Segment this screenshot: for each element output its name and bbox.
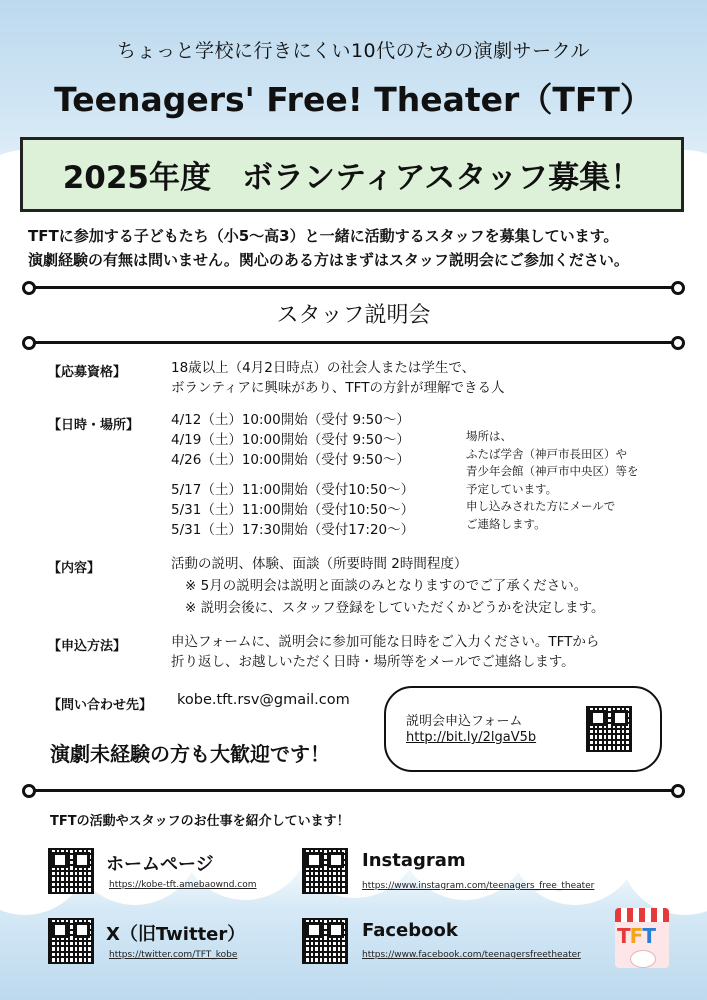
place-note-line: 場所は、 [466, 429, 512, 443]
place-note [466, 428, 639, 533]
tft-logo [615, 908, 669, 968]
intro-text [28, 224, 688, 272]
x-twitter-qr-code[interactable] [48, 918, 94, 964]
header-subtitle: ちょっと学校に行きにくい10代のための演劇サークル [116, 40, 591, 62]
homepage-name: ホームページ [106, 854, 214, 875]
form-box [384, 686, 662, 772]
welcome-message: 演劇未経験の方も大歓迎です！ [50, 742, 330, 766]
divider-2 [28, 341, 679, 344]
content-line-1: 活動の説明、体験、面談（所要時間 2時間程度） [171, 556, 468, 572]
divider-1 [28, 286, 679, 289]
instagram-qr-code[interactable] [302, 848, 348, 894]
schedule-date: 5/31（土）11:00開始（受付10:50〜） [171, 502, 415, 518]
logo-text: TFT [617, 924, 655, 948]
instagram-name: Instagram [362, 850, 466, 871]
content-label: 【内容】 [48, 561, 101, 576]
form-url-link[interactable]: http://bit.ly/2lgaV5b [406, 730, 537, 745]
facebook-url-link[interactable]: https://www.facebook.com/teenagersfreetheater [362, 950, 581, 960]
content-note-1: ※ 5月の説明会は説明と面談のみとなりますのでご了承ください。 [185, 578, 588, 594]
place-note-line: ふたば学舎（神戸市長田区）や [466, 446, 627, 461]
x-twitter-name: X（旧Twitter） [106, 924, 246, 945]
intro-line-2: 演劇経験の有無は問いません。関心のある方はまずはスタッフ説明会にご参加ください。 [28, 251, 629, 269]
facebook-qr-code[interactable] [302, 918, 348, 964]
x-twitter-url-link[interactable]: https://twitter.com/TFT_kobe [109, 950, 238, 960]
schedule-date: 4/19（土）10:00開始（受付 9:50〜） [171, 432, 410, 448]
qualification-line-2: ボランティアに興味があり、TFTの方針が理解できる人 [171, 380, 505, 396]
logo-character [630, 950, 656, 968]
schedule-date: 4/26（土）10:00開始（受付 9:50〜） [171, 452, 410, 468]
homepage-url-link[interactable]: https://kobe-tft.amebaownd.com [109, 880, 257, 890]
divider-3 [28, 789, 679, 792]
schedule-date: 5/17（土）11:00開始（受付10:50〜） [171, 482, 415, 498]
contact-label: 【問い合わせ先】 [48, 698, 153, 713]
recruit-banner [20, 137, 684, 212]
section-title: スタッフ説明会 [276, 303, 431, 328]
banner-text: 2025年度 ボランティアスタッフ募集！ [62, 160, 642, 196]
contact-email[interactable]: kobe.tft.rsv@gmail.com [177, 692, 350, 708]
instagram-url-link[interactable]: https://www.instagram.com/teenagers_free_theater [362, 881, 595, 891]
place-note-line: ご連絡します。 [466, 516, 546, 531]
content-note-2: ※ 説明会後に、スタッフ登録をしていただくかどうかを決定します。 [185, 600, 605, 616]
qualification-line-1: 18歳以上（4月2日時点）の社会人または学生で、 [171, 360, 476, 376]
schedule-label: 【日時・場所】 [48, 418, 140, 433]
facebook-name: Facebook [362, 920, 458, 941]
sns-intro: TFTの活動やスタッフのお仕事を紹介しています！ [50, 814, 350, 829]
qualification-label: 【応募資格】 [48, 365, 127, 380]
header-title: Teenagers' Free! Theater（TFT） [54, 80, 653, 119]
schedule-date: 4/12（土）10:00開始（受付 9:50〜） [171, 412, 410, 428]
intro-line-1: TFTに参加する子どもたち（小5〜高3）と一緒に活動するスタッフを募集しています。 [28, 227, 619, 245]
place-note-line: 青少年会館（神戸市中央区）等を [466, 464, 639, 478]
qualification-text [171, 358, 504, 398]
form-label: 説明会申込フォーム [406, 714, 523, 729]
logo-awning [615, 908, 669, 922]
place-note-line: 予定しています。 [466, 481, 558, 496]
apply-label: 【申込方法】 [48, 639, 127, 654]
apply-text [171, 632, 599, 672]
form-qr-code[interactable] [586, 706, 632, 752]
place-note-line: 申し込みされた方にメールで [466, 499, 616, 513]
apply-line-1: 申込フォームに、説明会に参加可能な日時をご入力ください。TFTから [171, 634, 600, 650]
schedule-dates [171, 410, 414, 540]
schedule-date: 5/31（土）17:30開始（受付17:20〜） [171, 522, 415, 538]
apply-line-2: 折り返し、お越しいただく日時・場所等をメールでご連絡します。 [171, 654, 575, 670]
homepage-qr-code[interactable] [48, 848, 94, 894]
